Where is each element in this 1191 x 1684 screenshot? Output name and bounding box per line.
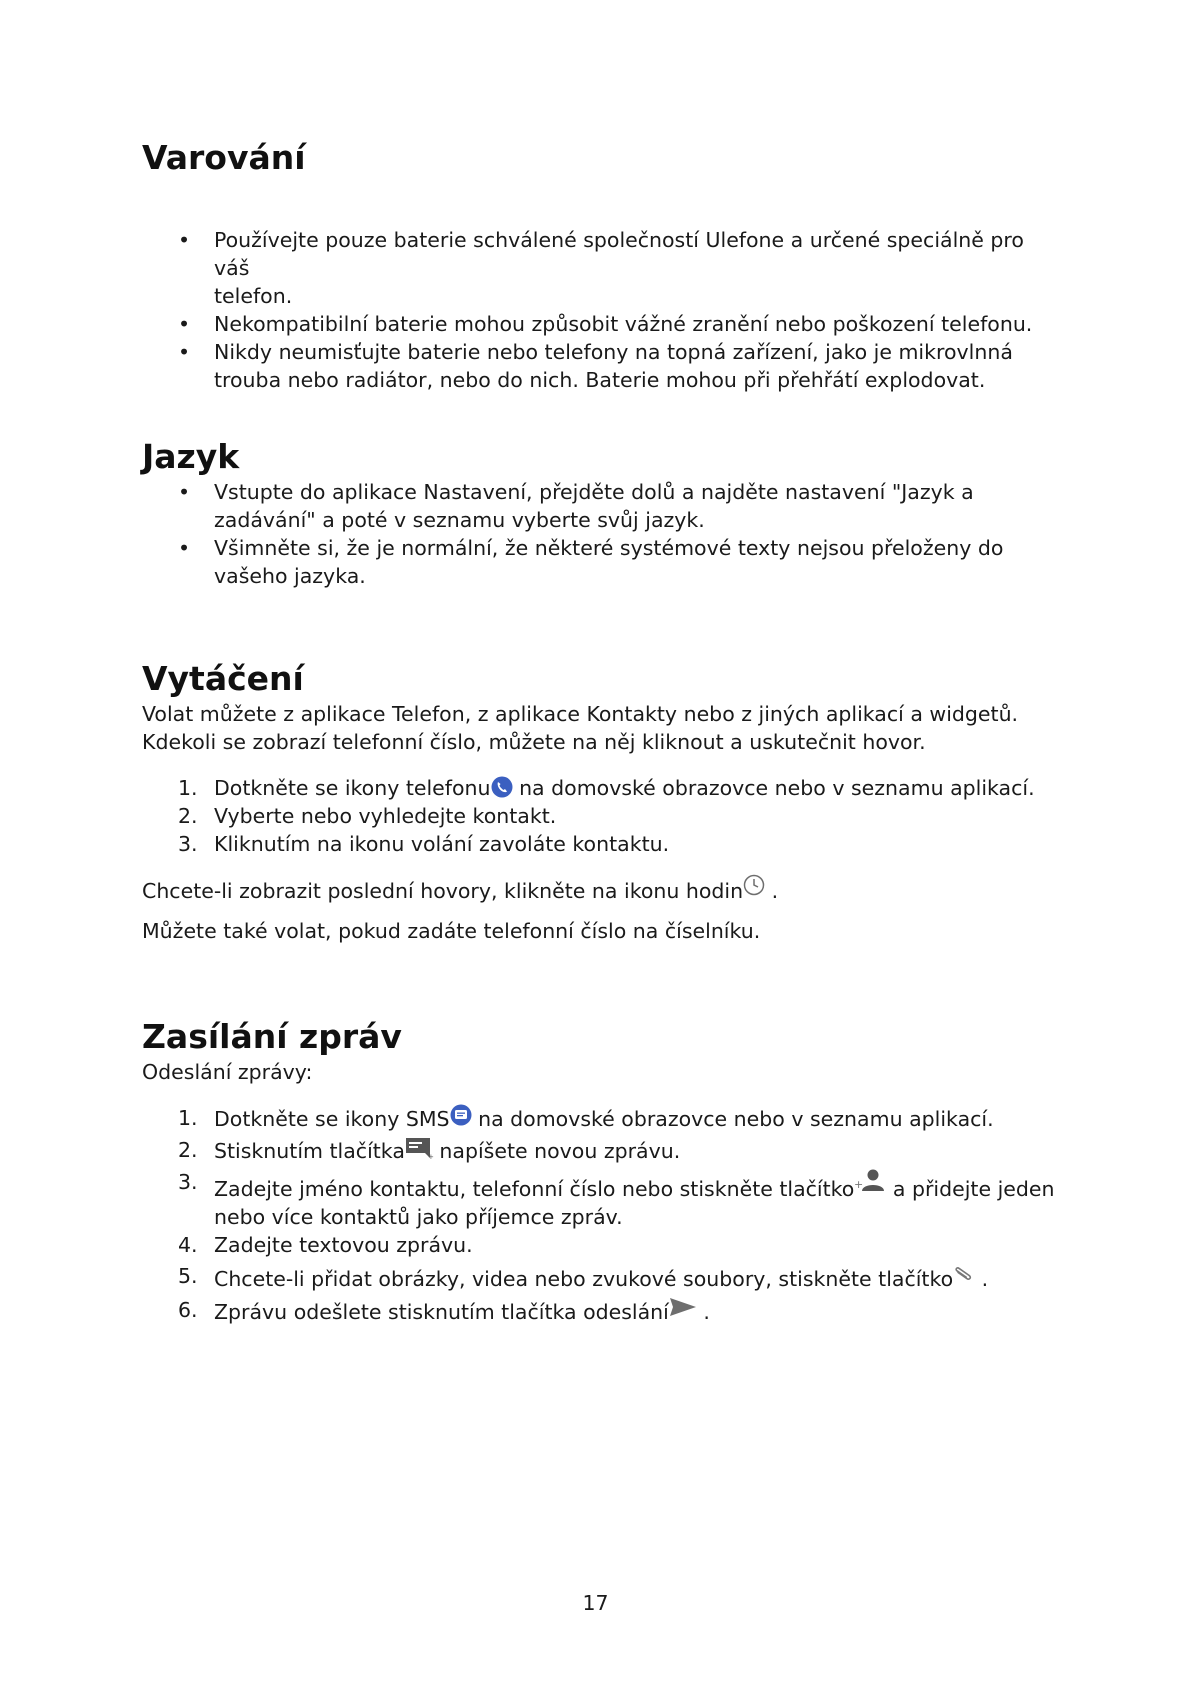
clock-icon	[743, 874, 765, 896]
dialpad-text: Můžete také volat, pokud zadáte telefonní číslo na číselníku.	[142, 919, 761, 943]
warning-list	[142, 226, 1062, 394]
list-item-cont: vašeho jazyka.	[214, 564, 366, 588]
list-item: • Nekompatibilní baterie mohou způsobit vážné zranění nebo poškození telefonu.	[178, 312, 1033, 336]
warning-heading: Varování	[142, 138, 306, 177]
language-list	[142, 478, 1003, 590]
dialing-intro-1: Volat můžete z aplikace Telefon, z aplikace Kontakty nebo z jiných aplikací a widgetů.	[142, 702, 1019, 726]
dialing-heading: Vytáčení	[142, 659, 304, 698]
send-icon	[669, 1296, 697, 1318]
messaging-heading: Zasílání zpráv	[142, 1017, 402, 1056]
list-item: 2. Stisknutím tlačítka + napíšete novou zprávu.	[178, 1138, 681, 1163]
list-item: 1. Dotkněte se ikony telefonu na domovské obrazovce nebo v seznamu aplikací.	[178, 776, 1035, 800]
recent-calls-text: Chcete-li zobrazit poslední hovory, klikněte na ikonu hodin .	[142, 874, 778, 905]
page-number: 17	[582, 1591, 609, 1615]
messaging-intro: Odeslání zprávy:	[142, 1060, 313, 1084]
list-item-cont: nebo více kontaktů jako příjemce zpráv.	[214, 1205, 623, 1229]
list-item: 6. Zprávu odešlete stisknutím tlačítka odeslání .	[178, 1298, 710, 1324]
add-contact-icon	[854, 1168, 886, 1194]
list-item: • Vstupte do aplikace Nastavení, přejděte dolů a najděte nastavení "Jazyk a	[178, 480, 974, 504]
list-item: 4. Zadejte textovou zprávu.	[178, 1233, 473, 1257]
svg-text:+: +	[427, 1153, 434, 1161]
phone-icon	[491, 776, 513, 798]
list-item: 1. Dotkněte se ikony SMS na domovské obrazovce nebo v seznamu aplikací.	[178, 1106, 994, 1131]
list-item-cont: trouba nebo radiátor, nebo do nich. Baterie mohou při přehřátí explodovat.	[214, 368, 986, 392]
list-item: • Používejte pouze baterie schválené společností Ulefone a určené speciálně pro váš	[178, 228, 1024, 280]
list-item-cont: zadávání" a poté v seznamu vyberte svůj jazyk.	[214, 508, 705, 532]
language-heading: Jazyk	[142, 437, 240, 476]
list-item: 3. Zadejte jméno kontaktu, telefonní číslo nebo stiskněte tlačítko + a přidejte jeden	[178, 1170, 1055, 1201]
sms-icon	[450, 1104, 472, 1126]
list-item: • Všimněte si, že je normální, že některé systémové texty nejsou přeloženy do	[178, 536, 1004, 560]
svg-text:+: +	[854, 1178, 864, 1191]
list-item: 5. Chcete-li přidat obrázky, videa nebo zvukové soubory, stiskněte tlačítko .	[178, 1264, 989, 1291]
dialing-intro-2: Kdekoli se zobrazí telefonní číslo, můžete na něj kliknout a uskutečnit hovor.	[142, 730, 926, 754]
list-item-cont: telefon.	[214, 284, 293, 308]
paperclip-icon	[953, 1262, 975, 1286]
dialing-steps	[142, 774, 1035, 858]
list-item: 3. Kliknutím na ikonu volání zavoláte kontaktu.	[178, 832, 670, 856]
list-item: 2. Vyberte nebo vyhledejte kontakt.	[178, 804, 557, 828]
messaging-steps	[142, 1104, 1055, 1326]
list-item: • Nikdy neumisťujte baterie nebo telefony na topná zařízení, jako je mikrovlnná	[178, 340, 1013, 364]
new-message-icon	[405, 1136, 433, 1160]
